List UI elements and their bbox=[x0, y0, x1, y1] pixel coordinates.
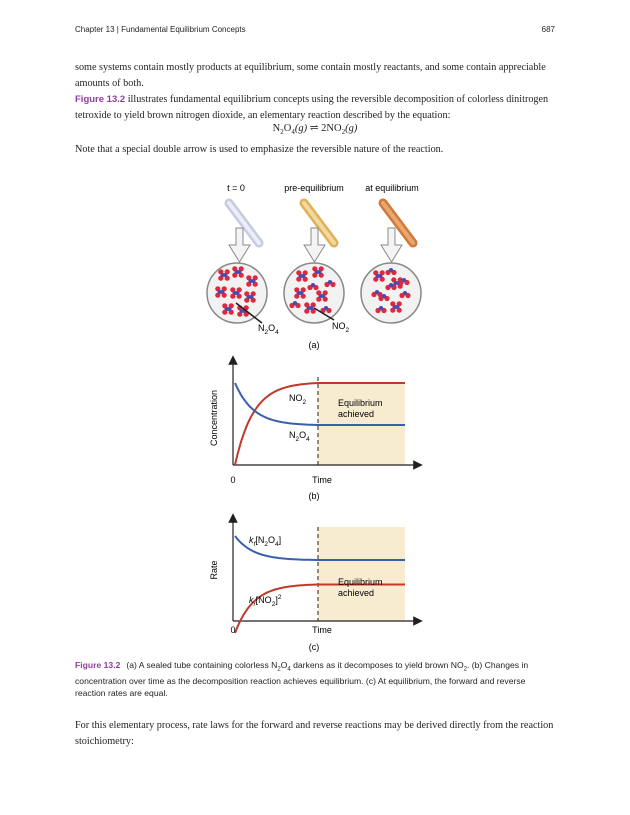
atom bbox=[382, 294, 386, 298]
equilibrium-annotation-c-line1: Equilibrium bbox=[338, 577, 383, 587]
no2-label: $NO_2$ bbox=[332, 321, 350, 334]
atom bbox=[249, 295, 253, 299]
chemical-equation: $N_2O_4(g)$ ⇌ $2NO_2(g)$ bbox=[272, 123, 358, 137]
caption-label: Figure 13.2 bbox=[75, 660, 121, 670]
paragraph-4: For this elementary process, rate laws for the forward and reverse reactions may be derived directly from the reaction stoichiometry: bbox=[75, 720, 554, 747]
panel-c-label: (c) bbox=[308, 642, 320, 652]
paragraph-2-text: illustrates fundamental equilibrium concepts using the reversible decomposition of colorless dinitrogen tetroxide to yield brown nitrogen dioxide, an elementary reaction described by the equation: bbox=[75, 94, 549, 121]
atom bbox=[317, 270, 321, 274]
y-axis-label-b: Concentration bbox=[209, 389, 219, 447]
paragraph-3: Note that a special double arrow is used to emphasize the reversible nature of the reaction. bbox=[75, 144, 444, 155]
atom bbox=[301, 274, 305, 278]
figure-link[interactable]: Figure 13.2 bbox=[75, 94, 126, 105]
tube-pre-equilibrium bbox=[304, 203, 334, 243]
forward-rate-label: $k_f[N_2O_4]$ bbox=[249, 535, 282, 548]
atom bbox=[378, 274, 382, 278]
n2o4-label: $N_2O_4$ bbox=[258, 323, 279, 336]
page-number: 687 bbox=[541, 25, 555, 34]
atom bbox=[389, 268, 393, 272]
atom bbox=[402, 278, 406, 282]
label-at-equilibrium: at equilibrium bbox=[365, 183, 419, 193]
no2-series-label: $NO_2$ bbox=[289, 393, 307, 406]
x-axis-label-c: Time bbox=[312, 625, 332, 635]
atom bbox=[223, 273, 227, 277]
molecule-view-pre-equilibrium bbox=[284, 263, 344, 323]
atom bbox=[379, 306, 383, 310]
figure-caption: Figure 13.2 (a) A sealed tube containing colorless $N_2O_4$ darkens as it decomposes to yield brown $NO_2$. (b) Changes in concentration over time as the decomposition reaction achieves equilibrium. (c) At equilibrium, the forward and reverse reaction rates are equal. bbox=[75, 660, 529, 698]
equilibrium-annotation-b-line2: achieved bbox=[338, 409, 375, 419]
x-origin-label-b: 0 bbox=[230, 475, 236, 485]
tube-t0 bbox=[229, 203, 259, 243]
atom bbox=[321, 294, 325, 298]
atom bbox=[299, 291, 303, 295]
paragraph-1: some systems contain mostly products at equilibrium, some contain mostly reactants, and some contain appreciable amounts of both. bbox=[75, 62, 546, 89]
chapter-header: Chapter 13 | Fundamental Equilibrium Concepts bbox=[75, 25, 246, 34]
y-axis-label-c: Rate bbox=[209, 560, 219, 580]
n2o4-series-label: $N_2O_4$ bbox=[289, 430, 310, 443]
chart-concentration bbox=[209, 360, 418, 501]
x-origin-label-c: 0 bbox=[230, 625, 236, 635]
atom bbox=[251, 279, 255, 283]
atom bbox=[235, 291, 239, 295]
reverse-rate-label: $k_r[NO_2]^2$ bbox=[249, 594, 282, 608]
atom bbox=[220, 290, 224, 294]
equilibrium-region-c bbox=[318, 527, 405, 621]
label-pre-equilibrium: pre-equilibrium bbox=[284, 183, 344, 193]
atom bbox=[324, 306, 328, 310]
atom bbox=[237, 270, 241, 274]
atom bbox=[227, 307, 231, 311]
equilibrium-annotation-c-line2: achieved bbox=[338, 588, 375, 598]
x-axis-label-b: Time bbox=[312, 475, 332, 485]
panel-a-label: (a) bbox=[308, 340, 320, 350]
atom bbox=[309, 306, 313, 310]
atom bbox=[375, 290, 379, 294]
equilibrium-arrow: ⇌ bbox=[309, 123, 319, 134]
atom bbox=[395, 305, 399, 309]
panel-b-label: (b) bbox=[308, 491, 320, 501]
atom bbox=[328, 280, 332, 284]
atom bbox=[311, 283, 315, 287]
figure-a bbox=[207, 183, 421, 350]
equilibrium-annotation-b-line1: Equilibrium bbox=[338, 398, 383, 408]
zoom-arrow-3 bbox=[381, 228, 402, 262]
chart-rate bbox=[209, 518, 418, 652]
label-t0: t = 0 bbox=[227, 183, 245, 193]
atom bbox=[403, 291, 407, 295]
atom bbox=[389, 283, 393, 287]
atom bbox=[293, 301, 297, 305]
